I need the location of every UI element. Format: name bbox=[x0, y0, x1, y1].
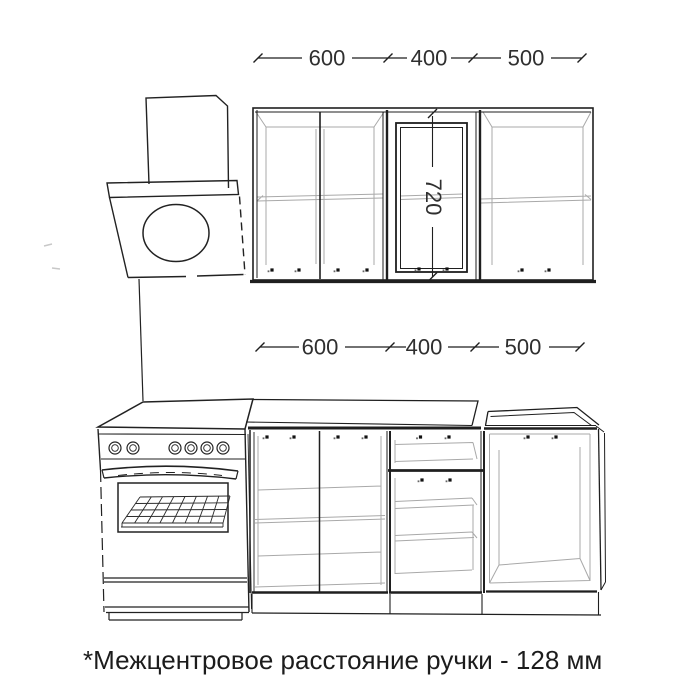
dimension-label-400: 400 bbox=[410, 45, 448, 71]
dimension-label-400: 400 bbox=[405, 334, 443, 360]
sink-top-frame bbox=[485, 408, 599, 426]
stove-left-edge bbox=[98, 429, 101, 470]
base-cabinet-500-sink bbox=[484, 408, 606, 592]
hood-body-hidden-edge bbox=[240, 197, 246, 275]
base-400-interior bbox=[395, 440, 477, 574]
base-cabinet-600 bbox=[250, 430, 388, 593]
oven-door-bottom bbox=[104, 578, 247, 582]
plinth-bottom-line bbox=[252, 613, 601, 615]
plinth bbox=[252, 592, 601, 615]
dimension-label-500: 500 bbox=[507, 45, 545, 71]
stove bbox=[98, 399, 253, 620]
wall-cabinets bbox=[250, 108, 596, 282]
stove-left-edge-dashed bbox=[101, 470, 105, 612]
dimension-label-500: 500 bbox=[504, 334, 542, 360]
stove-cooktop bbox=[98, 399, 253, 429]
hood-body bbox=[110, 198, 244, 278]
stray-marks bbox=[44, 244, 60, 269]
wall-corner-line bbox=[139, 279, 143, 401]
base-cabinet-400 bbox=[387, 431, 484, 593]
countertop-front-edge bbox=[246, 422, 472, 426]
countertop-rear-edge bbox=[253, 400, 478, 426]
dimension-label-600: 600 bbox=[301, 334, 339, 360]
plinth-verticals bbox=[252, 592, 599, 615]
hood-top-band bbox=[107, 181, 239, 198]
oven-window bbox=[118, 483, 228, 532]
handle-holes-base bbox=[263, 435, 558, 482]
range-hood bbox=[44, 96, 245, 402]
oven-handle bbox=[102, 466, 238, 479]
footnote-text: *Межцентровое расстояние ручки - 128 мм bbox=[83, 645, 603, 675]
dimension-row-upper bbox=[254, 46, 587, 71]
height-dimension bbox=[421, 109, 446, 282]
countertop bbox=[246, 400, 481, 429]
dimension-row-lower bbox=[256, 335, 585, 360]
height-dimension-label: 720 bbox=[421, 178, 446, 216]
base-500-right-side bbox=[596, 426, 606, 590]
stove-knobs bbox=[109, 442, 229, 454]
stove-base bbox=[106, 613, 249, 621]
oven-rack bbox=[121, 496, 230, 527]
stove-cooktop-front-edge bbox=[99, 434, 246, 435]
base-500-interior bbox=[490, 434, 591, 583]
dimension-label-600: 600 bbox=[308, 45, 346, 71]
hood-duct bbox=[146, 96, 229, 189]
hood-fan-circle bbox=[143, 205, 209, 262]
